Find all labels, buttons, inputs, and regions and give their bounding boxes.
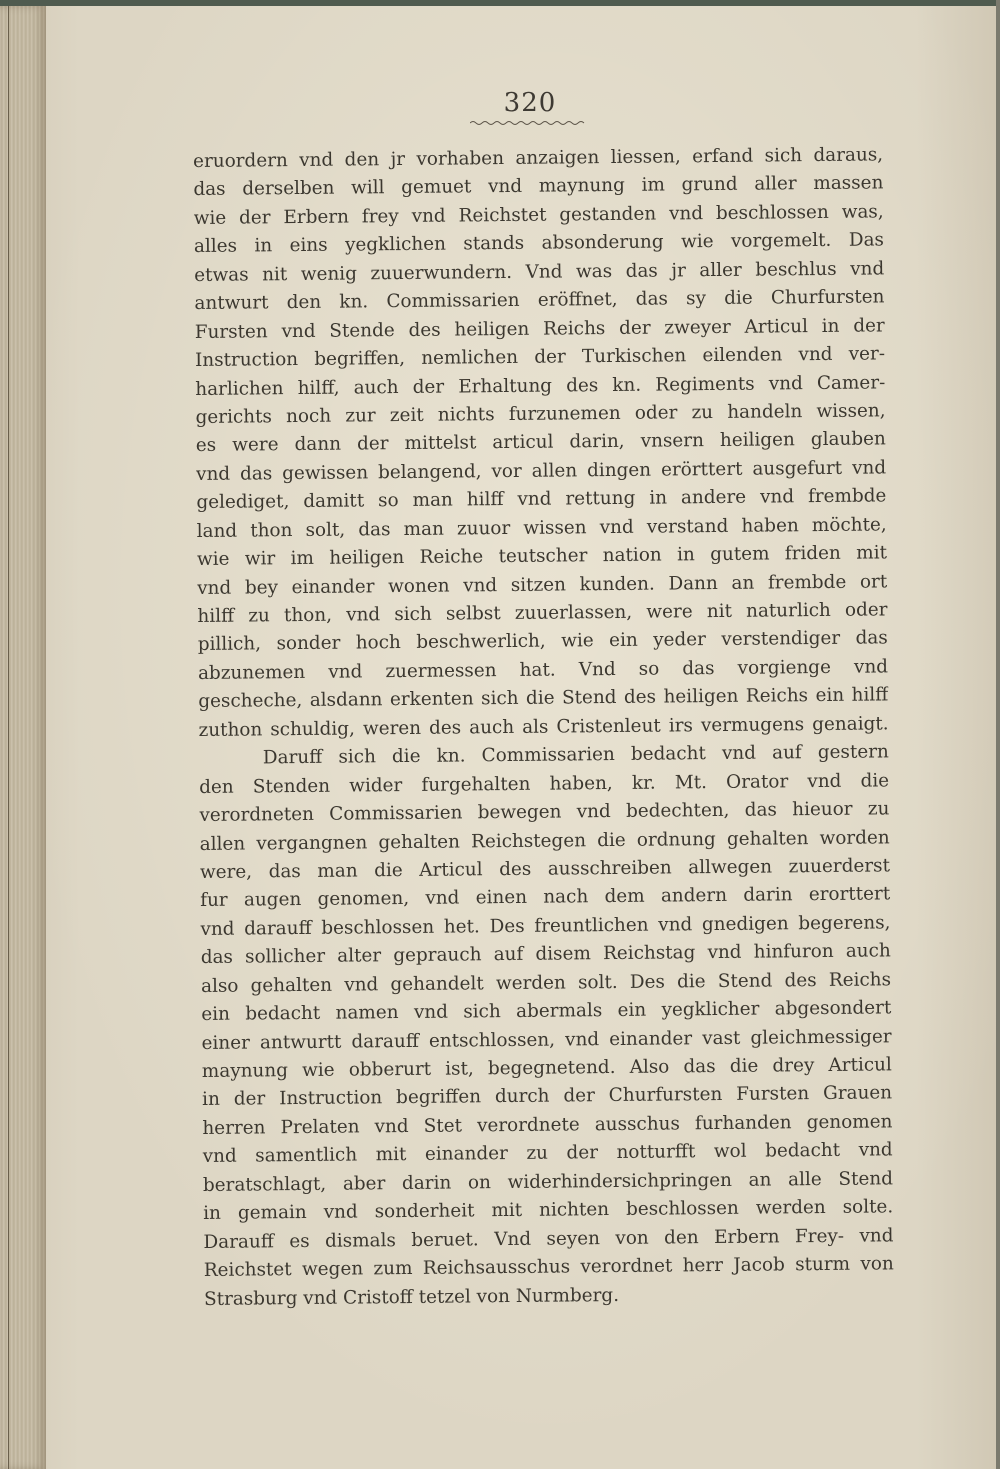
- text-line: harlichen hilff, auch der Erhaltung des kn. Regiments vnd Camer-: [195, 371, 886, 400]
- text-line: Darauff es dismals beruet. Vnd seyen von den Erbern Frey- vnd: [203, 1224, 894, 1253]
- body-text: [193, 141, 894, 1314]
- text-line: in gemain vnd sonderheit mit nichten beschlossen werden solte.: [203, 1196, 894, 1225]
- text-line: maynung wie obberurt ist, begegnetend. Also das die drey Articul: [201, 1054, 892, 1082]
- book-gutter: [0, 6, 46, 1469]
- text-line: gescheche, alsdann erkenten sich die Stend des heiligen Reichs ein hilff: [198, 684, 889, 713]
- text-line: zuthon schuldig, weren des auch als Cristenleut irs vermugens genaigt.: [198, 713, 889, 741]
- text-line: alles in eins yegklichen stands absonderung wie vorgemelt. Das: [193, 229, 885, 258]
- text-line: wie der Erbern frey vnd Reichstet gestanden vnd beschlossen was,: [193, 201, 884, 229]
- text-line: allen vergangnen gehalten Reichstegen die ordnung gehalten worden: [199, 826, 890, 855]
- paragraph-1: [193, 141, 889, 745]
- text-line: Daruff sich die kn. Commissarien bedacht vnd auf gestern: [262, 741, 889, 769]
- text-line: abzunemen vnd zuermessen hat. Vnd so das vorgienge vnd: [197, 656, 889, 684]
- text-line: einer antwurtt darauff entschlossen, vnd einander vast gleichmessiger: [201, 1025, 892, 1054]
- text-line: den Stenden wider furgehalten haben, kr. Mt. Orator vnd die: [199, 769, 890, 798]
- text-line: verordneten Commissarien bewegen vnd bedechten, das hieuor zu: [199, 798, 890, 827]
- text-line: fur augen genomen, vnd einen nach dem andern darin erorttert: [200, 883, 891, 912]
- text-line: Reichstet wegen zum Reichsausschus verordnet herr Jacob sturm von: [203, 1253, 894, 1282]
- text-line: pillich, sonder hoch beschwerlich, wie ein yeder verstendiger das: [197, 627, 888, 656]
- text-line: antwurt den kn. Commissarien eröffnet, das sy die Churfursten: [194, 286, 885, 315]
- text-line: Fursten vnd Stende des heiligen Reichs der zweyer Articul in der: [194, 314, 885, 343]
- paragraph-2: [199, 739, 894, 1314]
- text-line: wie wir im heiligen Reiche teutscher nation in gutem friden mit: [196, 542, 888, 571]
- page-number-ornament: [470, 119, 586, 127]
- text-line: Instruction begriffen, nemlichen der Turkischen eilenden vnd ver-: [194, 343, 886, 372]
- text-line: vnd das gewissen belangend, vor allen dingen erörttert ausgefurt vnd: [196, 457, 887, 485]
- text-line: land thon solt, das man zuuor wissen vnd verstand haben möchte,: [196, 514, 887, 542]
- text-line: etwas nit wenig zuuerwundern. Vnd was das jr aller beschlus vnd: [194, 258, 885, 286]
- text-line: das sollicher alter geprauch auf disem Reichstag vnd hinfuron auch: [200, 940, 891, 969]
- text-line: beratschlagt, aber darin on widerhindersichpringen an alle Stend: [202, 1168, 894, 1196]
- right-edge: [996, 0, 1000, 1469]
- text-line: were, das man die Articul des ausschreiben allwegen zuuerderst: [199, 855, 891, 883]
- page-number: 320: [503, 88, 557, 118]
- gutter-line: [8, 6, 9, 1469]
- text-line: vnd darauff beschlossen het. Des freuntlichen vnd gnedigen begerens,: [200, 912, 891, 940]
- text-line: herren Prelaten vnd Stet verordnete ausschus furhanden genomen: [202, 1111, 893, 1139]
- text-line: hilff zu thon, vnd sich selbst zuuerlassen, were nit naturlich oder: [197, 599, 888, 627]
- text-line: das derselben will gemuet vnd maynung im grund aller massen: [193, 172, 884, 201]
- text-line: gerichts noch zur zeit nichts furzunemen oder zu handeln wissen,: [195, 400, 886, 428]
- text-line: also gehalten vnd gehandelt werden solt. Des die Stend des Reichs: [200, 969, 892, 997]
- text-line: vnd samentlich mit einander zu der notturfft wol bedacht vnd: [202, 1139, 893, 1168]
- text-line: vnd bey einander wonen vnd sitzen kunden. Dann an frembde ort: [197, 570, 888, 599]
- text-line: in der Instruction begriffen durch der Churfursten Fursten Grauen: [202, 1082, 893, 1111]
- text-line: eruordern vnd den jr vorhaben anzaigen liessen, erfand sich daraus,: [193, 144, 884, 172]
- text-line: Strasburg vnd Cristoff tetzel von Nurmberg.: [203, 1284, 620, 1310]
- text-line: ein bedacht namen vnd sich abermals ein yegklicher abgesondert: [201, 997, 892, 1026]
- text-line: es were dann der mittelst articul darin, vnsern heiligen glauben: [195, 428, 886, 457]
- text-line: gelediget, damitt so man hilff vnd rettung in andere vnd frembde: [196, 485, 887, 514]
